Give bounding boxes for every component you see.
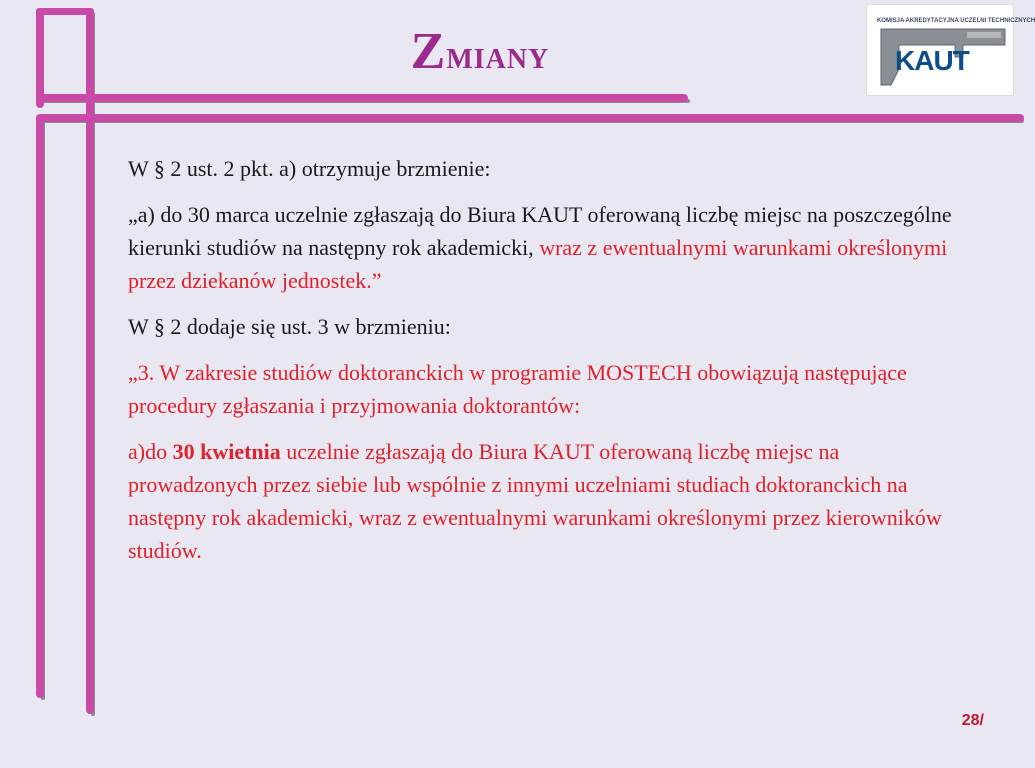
paragraph (128, 152, 968, 185)
paragraph (128, 310, 968, 343)
frame-bar-vertical (36, 116, 44, 698)
frame-bar-horizontal (36, 114, 1024, 122)
page-number: 28/ (961, 712, 984, 729)
kaut-logo (866, 4, 1035, 96)
paragraph (128, 356, 968, 422)
paragraph-text: W § 2 ust. 2 pkt. a) otrzymuje brzmienie: (128, 156, 491, 181)
frame-bar-horizontal (36, 94, 688, 102)
paragraph (128, 198, 968, 297)
logo-text: KAUT (895, 45, 969, 76)
highlighted-text: a)do (128, 439, 173, 464)
slide-title (300, 22, 660, 81)
bold-date: 30 kwietnia (172, 439, 281, 464)
paragraph-text: W § 2 dodaje się ust. 3 w brzmieniu: (128, 314, 451, 339)
frame-bar-horizontal (36, 8, 94, 15)
title-rest: miany (446, 32, 550, 77)
logo-caption: KOMISJA AKREDYTACYJNA UCZELNI TECHNICZNYCH (877, 18, 1035, 24)
title-initial: Z (410, 23, 447, 80)
slide-body (128, 152, 968, 580)
paragraph-text: „a) do 30 marca uczelnie zgłaszają do Biura KAUT oferowaną liczbę miejsc na poszczególne kierunki studiów na następny rok akademicki, (128, 202, 952, 260)
highlighted-text: uczelnie zgłaszają do Biura KAUT oferowaną liczbę miejsc na prowadzonych przez siebie lub wspólnie z innymi uczelniami studiach doktoranckich na następny rok akademicki, wraz z ewentualnymi warunkami określonymi przez kierowników studiów. (128, 439, 942, 563)
paragraph (128, 435, 968, 567)
frame-bar-vertical (36, 8, 44, 108)
highlighted-text: wraz z ewentualnymi warunkami określonymi przez dziekanów jednostek.” (128, 235, 948, 293)
highlighted-text: „3. W zakresie studiów doktoranckich w programie MOSTECH obowiązują następujące procedury zgłaszania i przyjmowania doktorantów: (128, 360, 907, 418)
